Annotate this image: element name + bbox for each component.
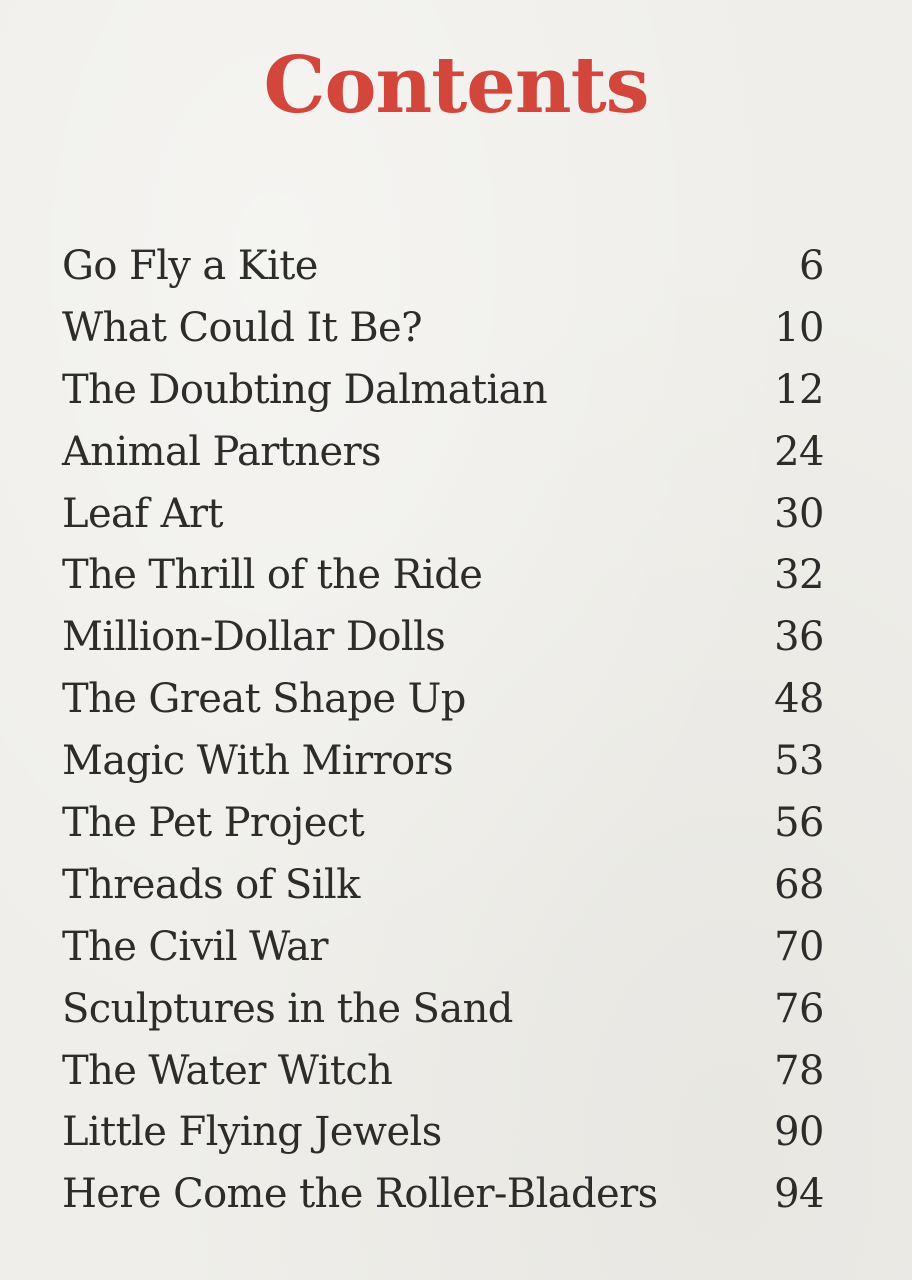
toc-entry-page: 36 [774,614,824,661]
toc-entry-title: Here Come the Roller-Bladers [62,1171,658,1218]
toc-entry-page: 70 [774,923,824,970]
toc-entry-page: 10 [774,304,824,351]
toc-entry-title: What Could It Be? [62,304,422,351]
table-of-contents [62,236,824,1226]
toc-entry-title: Sculptures in the Sand [62,985,513,1032]
toc-entry [62,793,824,855]
toc-entry-page: 6 [799,243,824,289]
toc-entry [62,855,824,917]
toc-entry-title: Leaf Art [62,490,223,537]
toc-entry-page: 24 [774,428,824,475]
toc-entry-page: 76 [774,985,824,1032]
toc-entry-page: 56 [774,800,824,847]
toc-entry [62,236,824,298]
toc-entry-title: Animal Partners [62,428,381,475]
toc-entry [62,731,824,793]
toc-entry [62,607,824,669]
toc-entry-title: The Water Witch [62,1047,393,1094]
toc-entry [62,298,824,360]
toc-entry-title: Little Flying Jewels [62,1109,442,1156]
toc-entry-page: 68 [774,861,824,908]
toc-entry-title: Threads of Silk [62,861,360,908]
toc-entry-page: 48 [774,676,824,723]
toc-entry [62,1102,824,1164]
toc-entry [62,979,824,1041]
toc-entry-title: The Great Shape Up [62,676,466,723]
toc-entry-title: Million-Dollar Dolls [62,614,446,661]
toc-entry [62,917,824,979]
toc-entry [62,1164,824,1226]
toc-entry-title: The Doubting Dalmatian [62,366,548,413]
toc-entry-page: 94 [774,1171,824,1218]
toc-entry [62,422,824,484]
toc-entry-title: The Thrill of the Ride [62,552,483,599]
toc-entry [62,1041,824,1103]
toc-entry-title: The Pet Project [62,800,365,847]
toc-entry [62,545,824,607]
toc-entry [62,360,824,422]
toc-entry-page: 32 [774,552,824,599]
toc-entry [62,484,824,546]
toc-entry-page: 12 [774,366,824,413]
toc-entry-page: 90 [774,1109,824,1156]
toc-entry-page: 53 [774,738,824,785]
toc-entry-title: Magic With Mirrors [62,738,453,785]
toc-entry-title: Go Fly a Kite [62,243,318,289]
toc-entry-page: 30 [774,490,824,537]
page-title: Contents [263,40,649,131]
toc-entry-page: 78 [774,1047,824,1094]
toc-entry [62,669,824,731]
toc-entry-title: The Civil War [62,923,328,970]
